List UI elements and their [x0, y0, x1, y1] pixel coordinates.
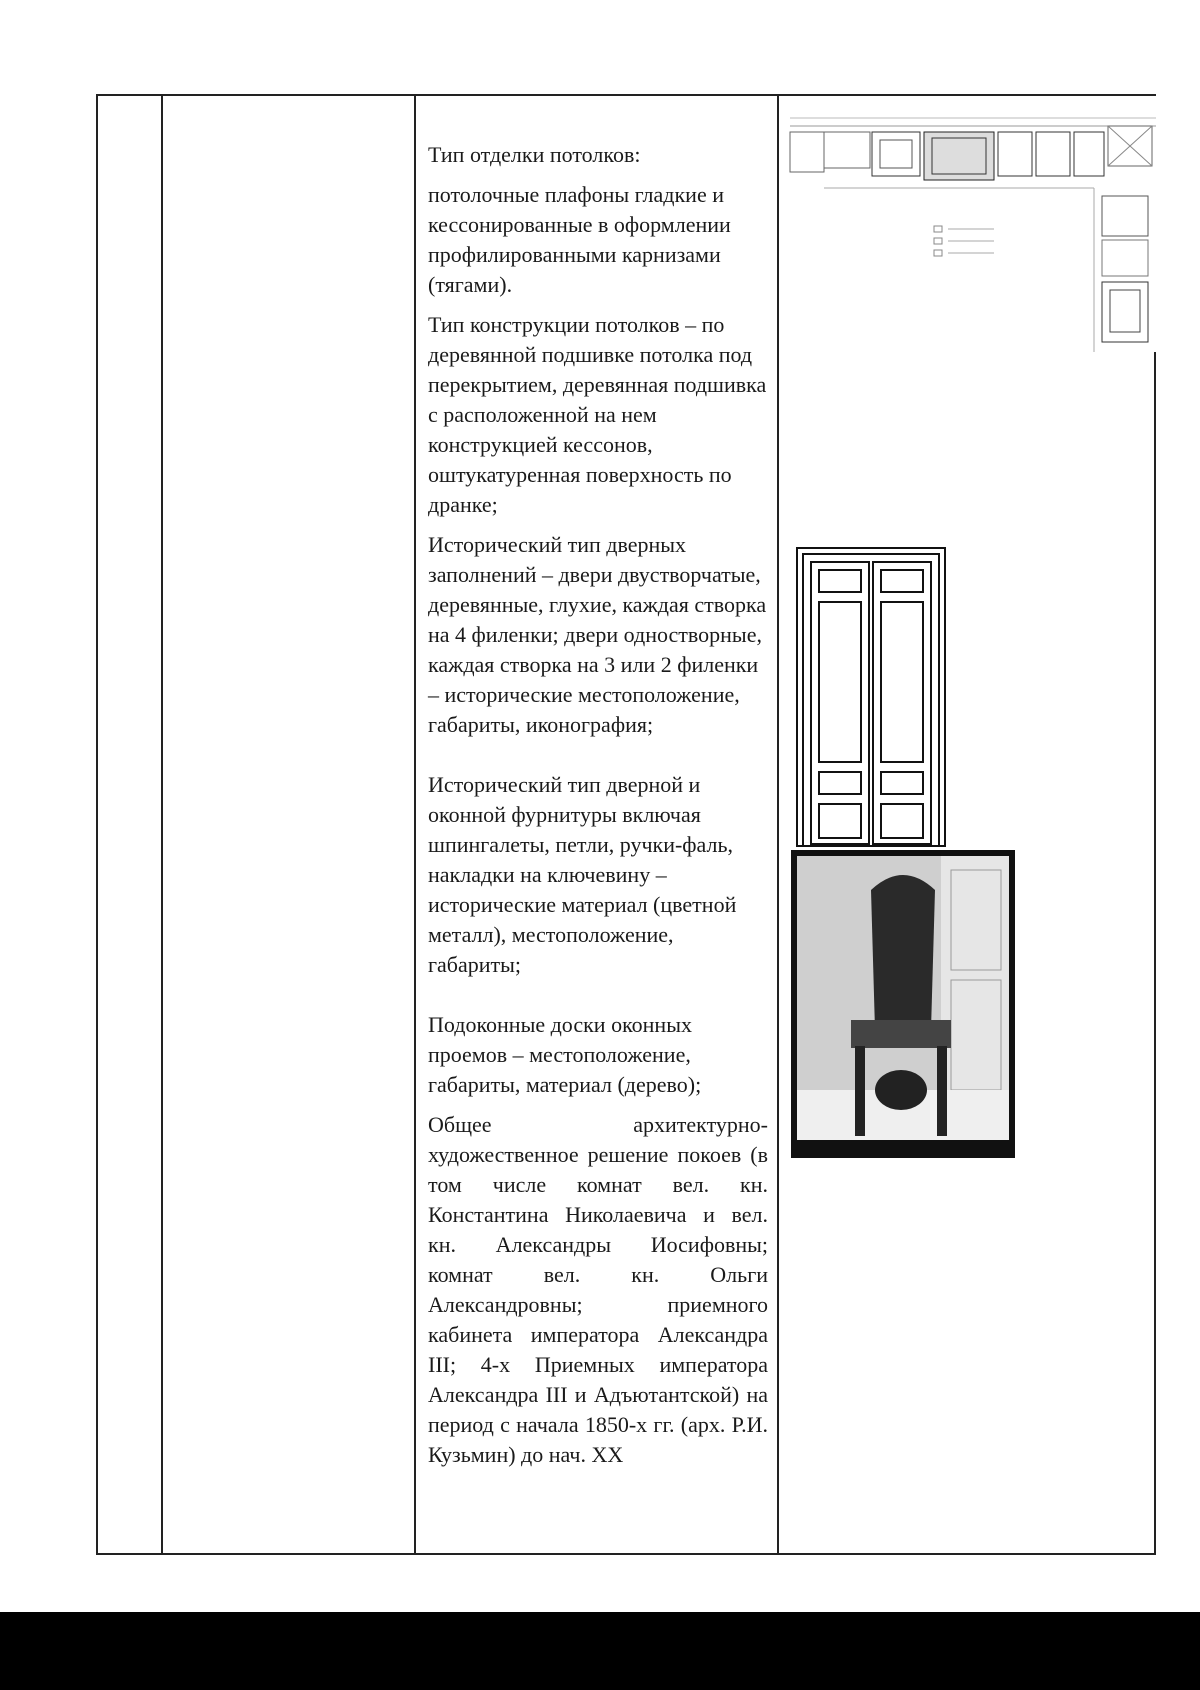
description-cell: [428, 140, 768, 1480]
paragraph-ceiling-construction: Тип конструкции потолков – по деревянной подшивке потолка под перекрытием, деревянная подшивка с расположенной на нем конструкцией кессонов, оштукатуренная поверхность по дранке;: [428, 312, 767, 517]
chair-photo-image: [791, 850, 1015, 1158]
paragraph-architectural-solution: Общее архитектурно-художественное решение покоев (в том числе комнат вел. кн. Константина Николаевича и вел. кн. Александры Иосифовны; комнат вел. кн. Ольги Александровны; приемного кабинета императора Александра III; 4-х Приемных императора Александра III и Адъютантской) на период с начала 1850-х гг. (арх. Р.И. Кузьмин) до нач. XX: [428, 1112, 768, 1467]
paragraph-door-fillings: Исторический тип дверных заполнений – двери двустворчатые, деревянные, глухие, каждая створка на 4 филенки; двери одностворные, каждая створка на 3 или 2 филенки – исторические местоположение, габариты, иконография;: [428, 532, 767, 737]
paragraph-door-hardware: Исторический тип дверной и оконной фурнитуры включая шпингалеты, петли, ручки-фаль, накладки на ключевину – исторические материал (цветной металл), местоположение, габариты;: [428, 772, 737, 977]
table-col-line-3: [414, 94, 416, 1555]
table-col-line-2: [161, 94, 163, 1555]
paragraph-ceiling-finish: потолочные плафоны гладкие и кессонированные в оформлении профилированными карнизами (тягами).: [428, 182, 731, 297]
scan-bottom-edge: [0, 1612, 1200, 1690]
table-col-line-1: [96, 94, 98, 1555]
door-drawing-image: [795, 546, 947, 848]
paragraph-window-sills: Подоконные доски оконных проемов – местоположение, габариты, материал (дерево);: [428, 1012, 702, 1097]
ceiling-plan-image: [784, 96, 1156, 352]
table-col-line-4: [777, 94, 779, 1555]
table-bottom-border: [96, 1553, 1156, 1555]
paragraph-ceiling-finish-title: Тип отделки потолков:: [428, 142, 641, 167]
